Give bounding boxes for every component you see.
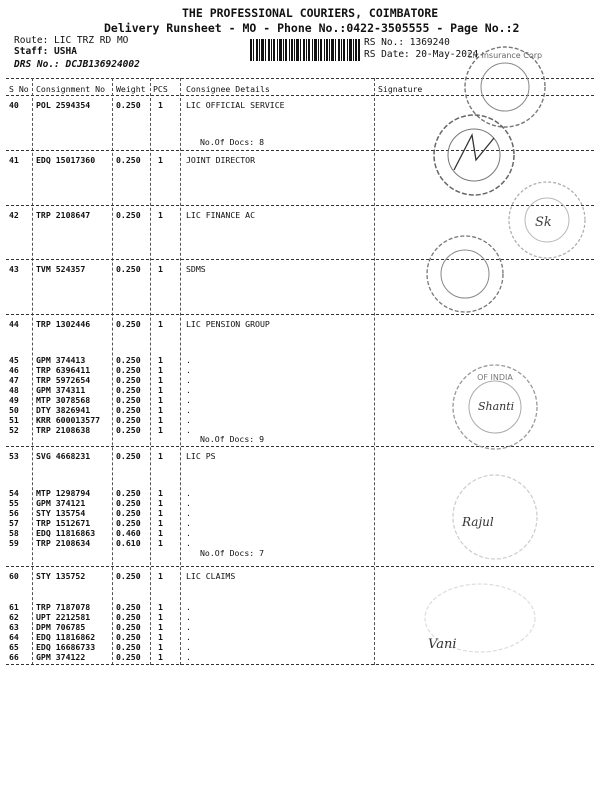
company-title: THE PROFESSIONAL COURIERS, COIMBATORE	[182, 6, 439, 20]
row-consignment-no: GPM 374311	[36, 385, 86, 395]
row-pcs: 1	[158, 528, 163, 538]
row-weight: 0.250	[116, 488, 141, 498]
row-sno: 47	[9, 375, 19, 385]
row-pcs: 1	[158, 518, 163, 528]
row-sno: 61	[9, 602, 19, 612]
col-pcs: PCS	[153, 84, 168, 94]
row-pcs: 1	[158, 425, 163, 435]
row-consignment-no: SVG 4668231	[36, 451, 91, 461]
row-weight: 0.250	[116, 100, 141, 110]
row-pcs: 1	[158, 395, 163, 405]
row-consignee: .	[186, 395, 191, 405]
signature-44: Shanti	[478, 400, 515, 413]
row-sno: 58	[9, 528, 19, 538]
staff-label: Staff: USHA	[14, 46, 77, 57]
row-sno: 62	[9, 612, 19, 622]
rs-date: RS Date: 20-May-2024	[364, 49, 479, 60]
row-consignee: LIC FINANCE AC	[186, 210, 256, 220]
col-divider	[112, 78, 113, 665]
col-sno: S No	[9, 84, 29, 94]
rs-number: RS No.: 1369240	[364, 37, 450, 48]
row-sno: 55	[9, 498, 19, 508]
row-pcs: 1	[158, 385, 163, 395]
row-consignee: .	[186, 385, 191, 395]
table-bottom-rule	[6, 664, 594, 665]
row-sno: 64	[9, 632, 19, 642]
round-seal-stamp	[410, 580, 540, 660]
row-consignment-no: MTP 1298794	[36, 488, 91, 498]
row-sno: 41	[9, 155, 19, 165]
row-consignment-no: TRP 1512671	[36, 518, 91, 528]
stamp-text: Lic Insurance Corp	[467, 51, 543, 60]
row-consignee: .	[186, 528, 191, 538]
row-consignee: .	[186, 508, 191, 518]
row-weight: 0.250	[116, 395, 141, 405]
drs-number: DRS No.: DCJB136924002	[14, 59, 140, 70]
signature-42: Sk	[535, 215, 552, 230]
row-consignee: .	[186, 488, 191, 498]
row-pcs: 1	[158, 155, 163, 165]
row-consignment-no: TRP 1302446	[36, 319, 91, 329]
row-pcs: 1	[158, 571, 163, 581]
row-consignee: .	[186, 538, 191, 548]
row-weight: 0.250	[116, 425, 141, 435]
row-consignee: .	[186, 622, 191, 632]
row-weight: 0.250	[116, 405, 141, 415]
row-consignment-no: MTP 3078568	[36, 395, 91, 405]
row-pcs: 1	[158, 415, 163, 425]
row-weight: 0.250	[116, 622, 141, 632]
row-consignee: LIC OFFICIAL SERVICE	[186, 100, 285, 110]
row-consignee: LIC PENSION GROUP	[186, 319, 270, 329]
row-weight: 0.250	[116, 571, 141, 581]
round-seal-stamp	[440, 360, 550, 455]
row-pcs: 1	[158, 355, 163, 365]
row-consignee: .	[186, 355, 191, 365]
row-consignment-no: TVM 524357	[36, 264, 86, 274]
row-pcs: 1	[158, 264, 163, 274]
row-weight: 0.250	[116, 415, 141, 425]
row-sno: 51	[9, 415, 19, 425]
row-sno: 56	[9, 508, 19, 518]
stamp-text: OF INDIA	[477, 373, 513, 382]
round-seal-stamp	[420, 232, 510, 317]
row-weight: 0.250	[116, 210, 141, 220]
row-consignment-no: STY 135752	[36, 571, 86, 581]
row-weight: 0.250	[116, 451, 141, 461]
row-consignment-no: KRR 600013577	[36, 415, 101, 425]
row-consignee: .	[186, 498, 191, 508]
row-sno: 59	[9, 538, 19, 548]
row-consignment-no: EDQ 11816863	[36, 528, 96, 538]
col-divider	[180, 78, 181, 665]
row-weight: 0.250	[116, 652, 141, 662]
row-pcs: 1	[158, 405, 163, 415]
row-weight: 0.610	[116, 538, 141, 548]
row-weight: 0.250	[116, 518, 141, 528]
row-consignee: .	[186, 375, 191, 385]
row-pcs: 1	[158, 632, 163, 642]
row-sno: 45	[9, 355, 19, 365]
row-pcs: 1	[158, 365, 163, 375]
row-pcs: 1	[158, 498, 163, 508]
row-weight: 0.250	[116, 319, 141, 329]
row-consignment-no: DPM 706785	[36, 622, 86, 632]
row-weight: 0.250	[116, 602, 141, 612]
round-seal-stamp	[440, 470, 550, 565]
row-sno: 49	[9, 395, 19, 405]
row-weight: 0.250	[116, 632, 141, 642]
row-sno: 66	[9, 652, 19, 662]
row-sno: 65	[9, 642, 19, 652]
row-pcs: 1	[158, 652, 163, 662]
row-pcs: 1	[158, 451, 163, 461]
row-consignee: .	[186, 652, 191, 662]
row-sno: 63	[9, 622, 19, 632]
row-consignment-no: TRP 7187078	[36, 602, 91, 612]
row-consignment-no: TRP 6396411	[36, 365, 91, 375]
row-pcs: 1	[158, 622, 163, 632]
col-divider	[150, 78, 151, 665]
row-consignee: LIC CLAIMS	[186, 571, 236, 581]
row-sno: 46	[9, 365, 19, 375]
row-consignee: .	[186, 632, 191, 642]
row-consignment-no: TRP 2108634	[36, 538, 91, 548]
row-consignment-no: TRP 5972654	[36, 375, 91, 385]
row-pcs: 1	[158, 508, 163, 518]
row-weight: 0.250	[116, 385, 141, 395]
row-pcs: 1	[158, 210, 163, 220]
row-weight: 0.250	[116, 612, 141, 622]
row-consignee: .	[186, 405, 191, 415]
row-consignment-no: POL 2594354	[36, 100, 91, 110]
row-sno: 52	[9, 425, 19, 435]
doc-count: No.Of Docs: 8	[200, 137, 265, 147]
row-sno: 60	[9, 571, 19, 581]
row-consignee: .	[186, 518, 191, 528]
row-consignment-no: TRP 2108638	[36, 425, 91, 435]
signature-53: Rajul	[462, 515, 494, 529]
row-consignment-no: DTY 3826941	[36, 405, 91, 415]
row-sno: 53	[9, 451, 19, 461]
row-sno: 48	[9, 385, 19, 395]
row-weight: 0.250	[116, 365, 141, 375]
round-seal-stamp	[505, 178, 590, 263]
col-divider	[32, 78, 33, 665]
row-sno: 54	[9, 488, 19, 498]
signature-60: Vani	[428, 637, 457, 652]
row-sno: 44	[9, 319, 19, 329]
row-weight: 0.250	[116, 498, 141, 508]
row-sno: 43	[9, 264, 19, 274]
row-pcs: 1	[158, 538, 163, 548]
row-pcs: 1	[158, 612, 163, 622]
row-weight: 0.250	[116, 264, 141, 274]
row-consignment-no: EDQ 16686733	[36, 642, 96, 652]
row-weight: 0.250	[116, 355, 141, 365]
row-consignee: .	[186, 602, 191, 612]
row-consignment-no: GPM 374121	[36, 498, 86, 508]
row-pcs: 1	[158, 602, 163, 612]
row-consignee: .	[186, 365, 191, 375]
row-pcs: 1	[158, 375, 163, 385]
row-consignee: LIC PS	[186, 451, 216, 461]
runsheet-subtitle: Delivery Runsheet - MO - Phone No.:0422-3505555 - Page No.:2	[104, 21, 520, 35]
row-consignment-no: EDQ 15017360	[36, 155, 96, 165]
row-consignee: .	[186, 425, 191, 435]
row-weight: 0.250	[116, 642, 141, 652]
row-consignee: JOINT DIRECTOR	[186, 155, 256, 165]
row-consignment-no: EDQ 11816862	[36, 632, 96, 642]
row-consignment-no: TRP 2108647	[36, 210, 91, 220]
row-sno: 57	[9, 518, 19, 528]
row-weight: 0.250	[116, 155, 141, 165]
row-sno: 42	[9, 210, 19, 220]
col-weight: Weight	[116, 84, 146, 94]
row-separator	[6, 566, 594, 567]
row-pcs: 1	[158, 488, 163, 498]
row-consignment-no: UPT 2212581	[36, 612, 91, 622]
row-pcs: 1	[158, 319, 163, 329]
barcode	[250, 39, 360, 61]
row-pcs: 1	[158, 642, 163, 652]
doc-count: No.Of Docs: 7	[200, 548, 265, 558]
row-consignment-no: GPM 374413	[36, 355, 86, 365]
col-consignment: Consignment No	[36, 84, 106, 94]
row-consignee: .	[186, 415, 191, 425]
row-pcs: 1	[158, 100, 163, 110]
col-consignee: Consignee Details	[186, 84, 270, 94]
col-signature: Signature	[378, 84, 423, 94]
row-sno: 40	[9, 100, 19, 110]
row-consignee: .	[186, 612, 191, 622]
row-consignment-no: STY 135754	[36, 508, 86, 518]
doc-count: No.Of Docs: 9	[200, 434, 265, 444]
row-weight: 0.460	[116, 528, 141, 538]
row-weight: 0.250	[116, 375, 141, 385]
row-consignee: .	[186, 642, 191, 652]
row-weight: 0.250	[116, 508, 141, 518]
col-divider	[374, 78, 375, 665]
row-sno: 50	[9, 405, 19, 415]
row-consignee: SDMS	[186, 264, 206, 274]
route-label: Route: LIC TRZ RD MO	[14, 35, 129, 46]
row-consignment-no: GPM 374122	[36, 652, 86, 662]
